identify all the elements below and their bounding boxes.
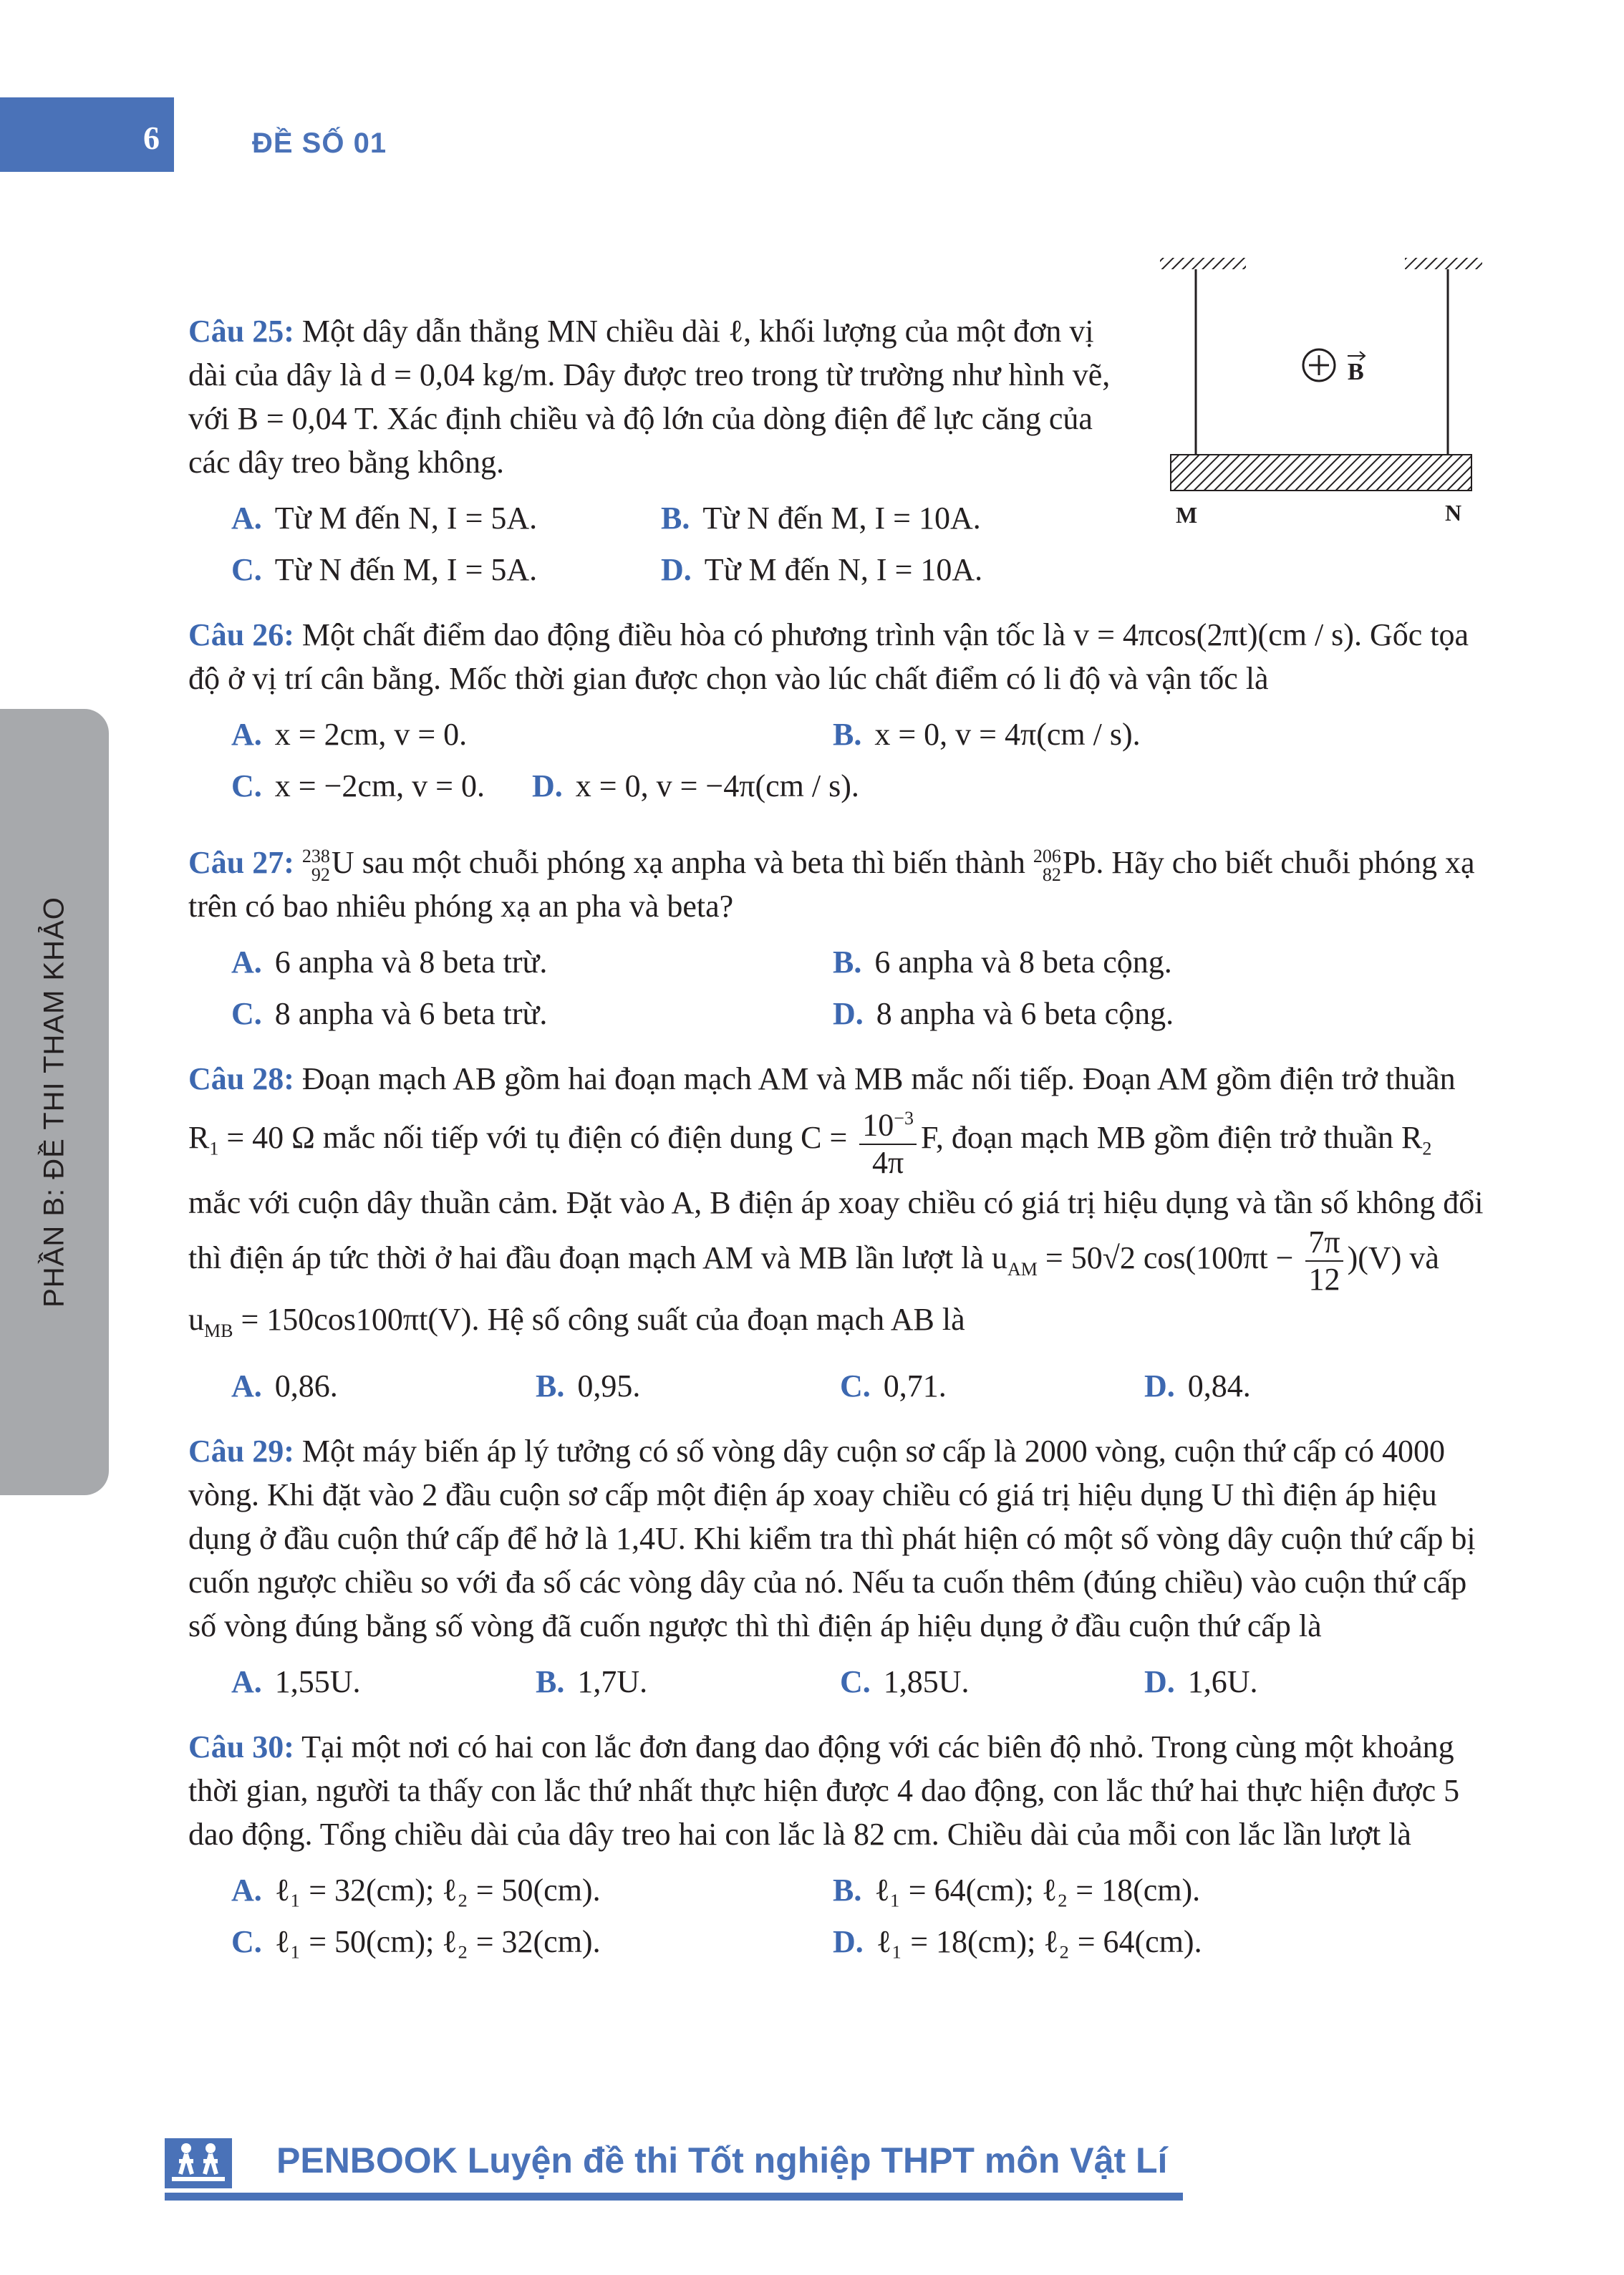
question-30-text: Tại một nơi có hai con lắc đơn đang dao động với các biên độ nhỏ. Trong cùng một khoảng thời gian, người ta thấy con lắc thứ nhất thực hiện được 4 dao động, con lắc thứ hai thực hiện được 5 dao động. Tổng chiều dài của dây treo hai con lắc là 82 cm. Chiều dài của mỗi con lắc lần lượt là — [188, 1729, 1460, 1853]
question-26-text: Một chất điểm dao động điều hòa có phương trình vận tốc là v = 4πcos(2πt)(cm / s). Gốc tọa độ ở vị trí cân bằng. Mốc thời gian được chọn vào lúc chất điểm có li độ và vận tốc là — [188, 617, 1469, 696]
question-29-option-d[interactable]: D. 1,6U. — [1144, 1664, 1258, 1700]
question-29-option-c[interactable]: C. 1,85U. — [840, 1664, 970, 1700]
exam-title: ĐỀ SỐ 01 — [252, 127, 387, 159]
question-30-number: Câu 30: — [188, 1729, 294, 1765]
question-26-options — [231, 709, 1492, 812]
question-27-option-c[interactable]: C. 8 anpha và 6 beta trừ. — [231, 996, 548, 1031]
question-28 — [188, 1057, 1492, 1412]
footer-book-title: PENBOOK Luyện đề thi Tốt nghiệp THPT môn Vật Lí — [276, 2140, 1168, 2180]
question-26-stem — [188, 613, 1492, 700]
uranium-nuclide-numbers: 238 92 — [301, 845, 330, 885]
phase-fraction: $\frac{7\pi}{12}$ — [1305, 1225, 1343, 1298]
question-28-number: Câu 28: — [188, 1061, 294, 1096]
question-30-option-a[interactable]: A. ℓ₁ = 32(cm); ℓ₂ = 50(cm). — [231, 1873, 601, 1908]
question-29 — [188, 1429, 1492, 1708]
field-label-b: B — [1348, 359, 1364, 385]
question-27-option-a[interactable]: A. 6 anpha và 8 beta trừ. — [231, 945, 548, 980]
page-number-box — [0, 97, 174, 172]
question-25-text: Một dây dẫn thẳng MN chiều dài ℓ, khối lượng của một đơn vị dài của dây là d = 0,04 kg/m. Dây được treo trong từ trường như hình vẽ, với B = 0,04 T. Xác định chiều và độ lớn của dòng điện để lực căng của các dây treo bằng không. — [188, 314, 1111, 480]
question-30-option-c[interactable]: C. ℓ₁ = 50(cm); ℓ₂ = 32(cm). — [231, 1924, 601, 1960]
question-28-option-d[interactable]: D. 0,84. — [1144, 1368, 1251, 1404]
question-25-option-c[interactable]: C. Từ N đến M, I = 5A. — [231, 552, 538, 587]
question-27-option-b[interactable]: B. 6 anpha và 8 beta cộng. — [833, 945, 1172, 980]
question-30-options — [231, 1865, 1492, 1968]
section-side-label: PHẦN B: ĐỀ THI THAM KHẢO — [38, 897, 70, 1308]
point-label-n: N — [1445, 500, 1462, 526]
uranium-symbol: U — [331, 845, 354, 880]
question-29-number: Câu 29: — [188, 1434, 294, 1469]
left-ceiling-support — [1160, 258, 1246, 269]
question-25-options — [231, 493, 1492, 596]
question-27-number: Câu 27: — [188, 845, 294, 880]
question-27-option-d[interactable]: D. 8 anpha và 6 beta cộng. — [833, 996, 1174, 1031]
question-30-option-b[interactable]: B. ℓ₁ = 64(cm); ℓ₂ = 18(cm). — [833, 1873, 1201, 1908]
question-25-option-b[interactable]: B. Từ N đến M, I = 10A. — [661, 501, 981, 536]
question-list — [188, 309, 1492, 1968]
question-29-options — [231, 1656, 1492, 1708]
question-25-option-a[interactable]: A. Từ M đến N, I = 5A. — [231, 501, 538, 536]
footer-rule — [165, 2193, 1183, 2201]
page-number: 6 — [143, 120, 160, 156]
question-28-options — [231, 1361, 1492, 1412]
question-28-option-a[interactable]: A. 0,86. — [231, 1368, 338, 1404]
question-26-option-c[interactable]: C. x = −2cm, v = 0. — [231, 768, 485, 803]
question-28-option-c[interactable]: C. 0,71. — [840, 1368, 947, 1404]
question-26-option-b[interactable]: B. x = 0, v = 4π(cm / s). — [833, 717, 1141, 752]
lead-nuclide-numbers: 206 82 — [1033, 845, 1061, 885]
question-25-option-d[interactable]: D. Từ M đến N, I = 10A. — [661, 552, 983, 587]
question-25-number: Câu 25: — [188, 314, 294, 349]
question-25-stem — [188, 309, 1134, 484]
question-30-stem — [188, 1725, 1492, 1856]
question-27-options — [231, 937, 1492, 1040]
right-ceiling-support — [1405, 258, 1482, 269]
question-29-option-a[interactable]: A. 1,55U. — [231, 1664, 361, 1700]
question-27 — [188, 841, 1492, 1040]
question-27-text-a: sau một chuỗi phóng xạ anpha và beta thì biến thành — [362, 845, 1025, 880]
capacitance-fraction: $\frac{10^{-3}}{4\pi}$ — [859, 1101, 917, 1181]
question-26-option-d[interactable]: D. x = 0, v = −4π(cm / s). — [532, 768, 859, 803]
question-29-stem — [188, 1429, 1492, 1648]
question-30-option-d[interactable]: D. ℓ₁ = 18(cm); ℓ₂ = 64(cm). — [833, 1924, 1202, 1960]
lead-symbol: Pb — [1062, 845, 1096, 880]
question-25 — [188, 309, 1492, 596]
question-27-text-b: . Hãy cho biết chuỗi phóng xạ trên có bao nhiêu phóng xạ an pha và beta? — [188, 845, 1475, 924]
question-26-option-a[interactable]: A. x = 2cm, v = 0. — [231, 717, 468, 752]
question-26 — [188, 613, 1492, 812]
question-29-text: Một máy biến áp lý tưởng có số vòng dây cuộn sơ cấp là 2000 vòng, cuộn thứ cấp có 4000 vòng. Khi đặt vào 2 đầu cuộn sơ cấp một điện áp xoay chiều có giá trị hiệu dụng U thì điện áp hiệu dụng ở đầu cuộn thứ cấp để hở là 1,4U. Khi kiểm tra thì phát hiện có một số vòng dây cuộn thứ cấp bị cuốn ngược chiều so với đa số các vòng dây của nó. Nếu ta cuốn thêm (đúng chiều) vào cuộn thứ cấp số vòng đúng bằng số vòng đã cuốn ngược thì thì điện áp hiệu dụng ở đầu cuộn thứ cấp là — [188, 1434, 1476, 1644]
section-side-tab — [0, 709, 109, 1495]
question-27-stem — [188, 841, 1492, 928]
question-29-option-b[interactable]: B. 1,7U. — [536, 1664, 648, 1700]
question-28-option-b[interactable]: B. 0,95. — [536, 1368, 641, 1404]
question-30 — [188, 1725, 1492, 1968]
question-26-number: Câu 26: — [188, 617, 294, 652]
question-28-stem: Câu 28: Đoạn mạch AB gồm hai đoạn mạch AM và MB mắc nối tiếp. Đoạn AM gồm điện trở thuần $R_1 = 40$ Ω mắc nối tiếp với tụ điện có điện dung C = $\frac{10^{-3}}{4\pi}$ F, đoạn mạch MB gồm điện trở thuần $R_2$ mắc với cuộn dây thuần cảm. Đặt vào A, B điện áp xoay chiều có giá trị hiệu dụng và tần số không đổi thì điện áp tức thời ở hai đầu đoạn mạch AM và MB lần lượt là $u_{AM} = 50√2$ cos(100πt − $\frac{7\pi}{12}$ )(V) và $u_{MB} = 150\cos 100\pi t(V)$. Hệ số công suất của đoạn mạch AB là — [188, 1061, 1484, 1341]
penbook-logo-icon — [165, 2138, 232, 2188]
point-label-m: M — [1176, 502, 1198, 528]
